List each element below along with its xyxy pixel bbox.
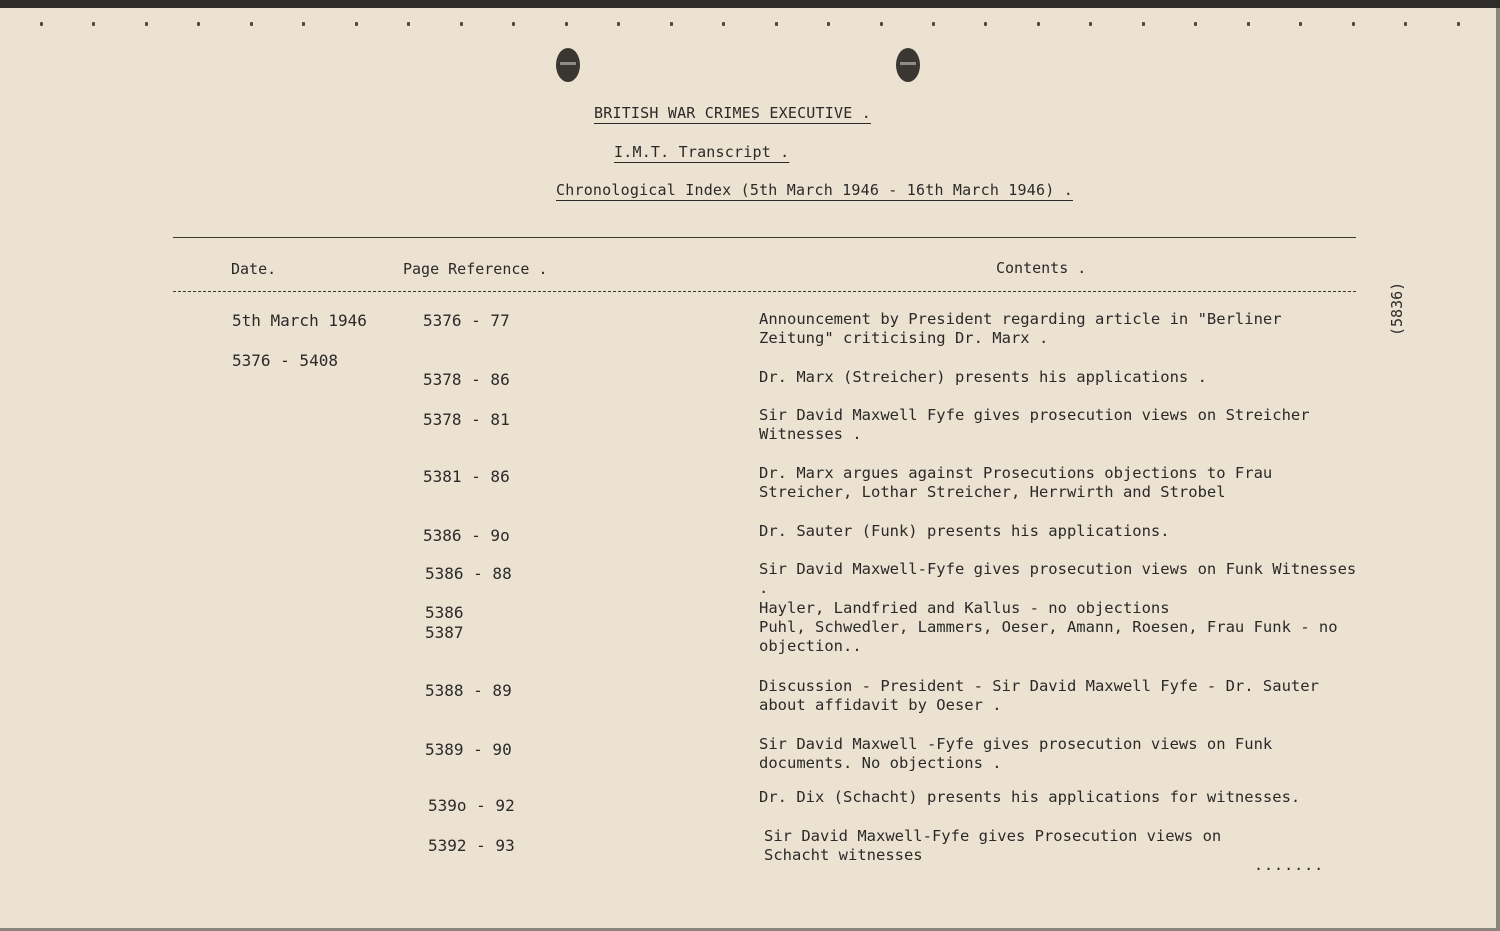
page-ref: 5378 - 81 [423, 410, 510, 429]
column-header-page: Page Reference . [403, 260, 548, 278]
page-ref: 5376 - 77 [423, 311, 510, 330]
perforation-row [40, 22, 1460, 32]
content-entry: Sir David Maxwell Fyfe gives prosecution views on Streicher Witnesses . [759, 406, 1310, 443]
content-entry: Discussion - President - Sir David Maxwell Fyfe - Dr. Sauter about affidavit by Oeser . [759, 677, 1319, 714]
date-range-cell: 5376 - 5408 [232, 351, 338, 370]
content-entry: Dr. Dix (Schacht) presents his applications for witnesses. [759, 788, 1301, 806]
column-header-contents: Contents . [996, 259, 1087, 277]
content-entry: Announcement by President regarding article in "Berliner Zeitung" criticising Dr. Marx . [759, 310, 1282, 347]
top-edge [0, 0, 1500, 8]
column-header-date: Date. [231, 260, 277, 278]
page-number-stamp: (5836) [1388, 281, 1406, 336]
date-cell: 5th March 1946 [232, 311, 367, 330]
page-ref: 5388 - 89 [425, 681, 512, 700]
page-ref: 5389 - 90 [425, 740, 512, 759]
content-entry: Dr. Marx argues against Prosecutions objections to Frau Streicher, Lothar Streicher, Herrwirth and Strobel [759, 464, 1273, 501]
content-entry: Sir David Maxwell-Fyfe gives Prosecution views on Schacht witnesses [764, 827, 1222, 864]
content-entry: Dr. Marx (Streicher) presents his applications . [759, 368, 1207, 386]
content-entry: Puhl, Schwedler, Lammers, Oeser, Amann, Roesen, Frau Funk - no objection.. [759, 618, 1338, 655]
page-ref: 5386 [425, 603, 464, 622]
content-entry: Sir David Maxwell -Fyfe gives prosecution views on Funk documents. No objections . [759, 735, 1273, 772]
page-ref: 5386 - 9o [423, 526, 510, 545]
page-ref: 539o - 92 [428, 796, 515, 815]
index-heading: Chronological Index (5th March 1946 - 16th March 1946) . [556, 181, 1073, 199]
page-ref: 5381 - 86 [423, 467, 510, 486]
page-ref: 5386 - 88 [425, 564, 512, 583]
document-title: BRITISH WAR CRIMES EXECUTIVE . [594, 104, 871, 122]
content-entry: Hayler, Landfried and Kallus - no objections [759, 599, 1170, 617]
page-ref: 5387 [425, 623, 464, 642]
content-entry: Dr. Sauter (Funk) presents his applications. [759, 522, 1170, 540]
continuation-dots: ....... [1254, 856, 1325, 874]
punch-hole-right [896, 48, 920, 82]
content-entry: Sir David Maxwell-Fyfe gives prosecution views on Funk Witnesses . [759, 560, 1357, 597]
page-ref: 5392 - 93 [428, 836, 515, 855]
page-ref: 5378 - 86 [423, 370, 510, 389]
header-rule [173, 291, 1356, 292]
document-subtitle: I.M.T. Transcript . [614, 143, 790, 161]
top-rule [173, 237, 1356, 238]
document-page [0, 8, 1496, 928]
punch-hole-left [556, 48, 580, 82]
